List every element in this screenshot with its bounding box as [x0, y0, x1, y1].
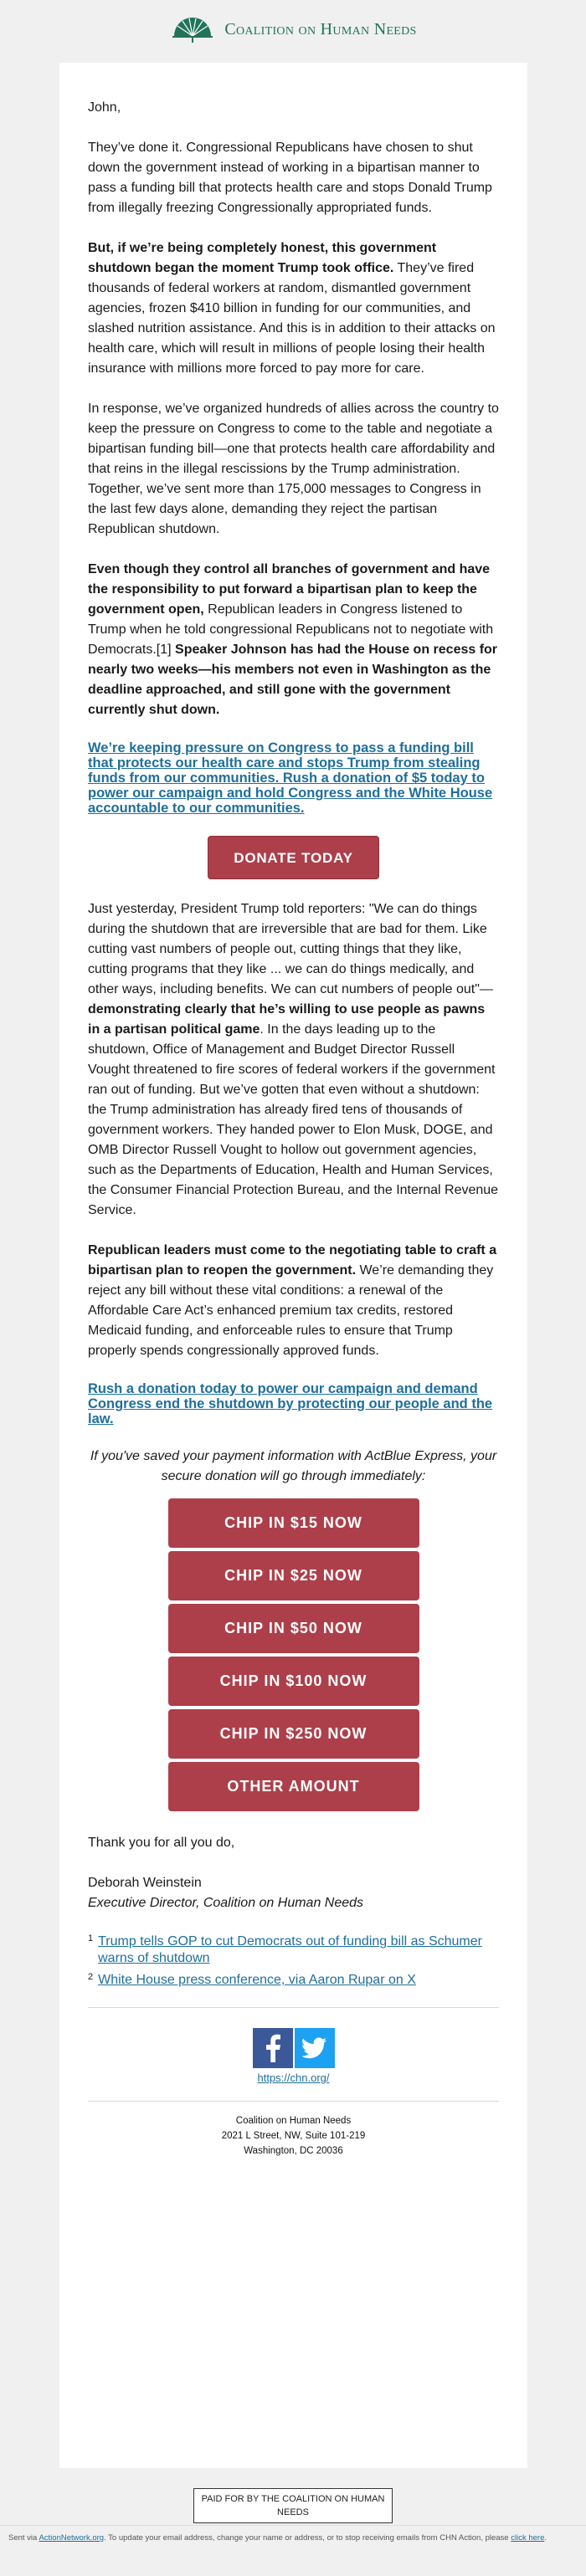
footnote-1: [88, 1933, 499, 1967]
chip-in-25-button[interactable]: CHIP IN $25 NOW: [168, 1551, 419, 1600]
address-street: 2021 L Street, NW, Suite 101-219: [221, 2131, 366, 2141]
facebook-icon[interactable]: [253, 2028, 293, 2068]
paragraph-5-bold: demonstrating clearly that he’s willing to use people as pawns in a partisan political game: [88, 1002, 486, 1037]
footnote-1-number: 1: [88, 1933, 94, 1944]
donate-cta-link-1[interactable]: We’re keeping pressure on Congress to pass a funding bill that protects our health care and stops Trump from stealing funds from our communities. Rush a donation of $5 today to power our campaign and hold Congress and the White House accountable to our communities.: [88, 740, 493, 816]
chip-in-100-button[interactable]: CHIP IN $100 NOW: [168, 1657, 419, 1706]
paragraph-6: [88, 1241, 499, 1361]
greeting: John,: [88, 100, 121, 115]
donate-cta-link-2[interactable]: Rush a donation today to power our campaign and demand Congress end the shutdown by protecting our people and the law.: [88, 1381, 493, 1426]
footnote-2: [88, 1972, 499, 1989]
action-network-link[interactable]: ActionNetwork.org: [39, 2533, 105, 2543]
paragraph-6-bold: Republican leaders must come to the negotiating table to craft a bipartisan plan to reopen the government.: [88, 1243, 497, 1278]
chip-in-50-button[interactable]: CHIP IN $50 NOW: [168, 1604, 419, 1653]
paragraph-1: They’ve done it. Congressional Republicans have chosen to shut down the government instead of working in a bipartisan manner to pass a funding bill that protects health care and stops Donald Trump from illegally freezing Congressionally appropriated funds.: [88, 141, 492, 215]
paragraph-2-rest: They’ve fired thousands of federal workers at random, dismantled government agencies, frozen $410 billion in funding for our communities, and slashed nutrition assistance. And this is in addition to their attacks on health care, which will result in millions of people losing their health insurance with millions more forced to pay more for care.: [88, 261, 496, 376]
social-links: [88, 2028, 499, 2068]
paragraph-5-start: Just yesterday, President Trump told reporters: "We can do things during the shutdown that are irreversible that are bad for them. Like cutting vast numbers of people out, cutting things that they like, cutting programs that they like ... we can do things medically, and other ways, including benefits. We can cut numbers of people out"—: [88, 902, 493, 996]
footnote-1-link[interactable]: Trump tells GOP to cut Democrats out of funding bill as Schumer warns of shutdown: [98, 1934, 482, 1965]
other-amount-button[interactable]: OTHER AMOUNT: [168, 1762, 419, 1811]
org-address: [88, 2113, 499, 2159]
sent-via-prefix: Sent via: [8, 2533, 39, 2543]
footnote-2-number: 2: [88, 1972, 94, 1982]
paragraph-2: [88, 238, 499, 379]
sent-via-mid: . To update your email address, change your name or address, or to stop receiving emails from CHN Action, please: [104, 2533, 511, 2543]
email-header: [0, 0, 586, 59]
closing-line: Thank you for all you do,: [88, 1836, 235, 1850]
chip-in-15-button[interactable]: CHIP IN $15 NOW: [168, 1498, 419, 1548]
chip-in-250-button[interactable]: CHIP IN $250 NOW: [168, 1709, 419, 1759]
tree-logo-icon: [169, 14, 216, 44]
paragraph-5-rest: . In the days leading up to the shutdown, Office of Management and Budget Director Russell Vought threatened to fire scores of federal workers if the government ran out of funding. But we’ve gotten that even without a shutdown: the Trump administration has already fired tens of thousands of government workers. They handed power to Elon Musk, DOGE, and OMB Director Russell Vought to hollow out government agencies, such as the Departments of Education, Health and Human Services, the Consumer Financial Protection Bureau, and the Internal Revenue Service.: [88, 1022, 499, 1217]
footnote-2-link[interactable]: White House press conference, via Aaron Rupar on X: [98, 1973, 416, 1987]
actblue-express-note: If you've saved your payment information with ActBlue Express, your secure donation will go through immediately:: [90, 1449, 497, 1483]
paid-for-by-box: PAID FOR BY THE COALITION ON HUMAN NEEDS: [193, 2488, 393, 2523]
footer-divider-top: [88, 2007, 499, 2008]
paragraph-4-bold-1: Even though they control all branches of government and have the responsibility to put forward a bipartisan plan to keep the government open,: [88, 562, 491, 617]
donate-today-button[interactable]: DONATE TODAY: [208, 836, 379, 879]
paragraph-2-bold: But, if we’re being completely honest, this government shutdown began the moment Trump took office.: [88, 241, 437, 275]
chn-site-link[interactable]: https://chn.org/: [257, 2072, 330, 2084]
sent-via-end: .: [544, 2533, 547, 2543]
address-city: Washington, DC 20036: [244, 2146, 343, 2156]
paragraph-4-mid: Republican leaders in Congress listened to Trump when he told congressional Republicans not to negotiate with Democrats.[1]: [88, 602, 494, 657]
paragraph-4-bold-2: Speaker Johnson has had the House on recess for nearly two weeks—his members not even in Washington as the deadline approached, and still gone with the government currently shut down.: [88, 643, 498, 717]
email-body-card: [59, 63, 527, 2468]
signer-title: Executive Director, Coalition on Human Needs: [88, 1896, 364, 1910]
paragraph-5: [88, 899, 499, 1221]
twitter-icon[interactable]: [295, 2028, 335, 2068]
footnotes: [88, 1933, 499, 1989]
address-org: Coalition on Human Needs: [235, 2116, 352, 2126]
paragraph-6-rest: We’re demanding they reject any bill without these vital conditions: a renewal of the Affordable Care Act’s enhanced premium tax credits, restored Medicaid funding, and enforceable rules to ensure that Trump properly spends congressionally approved funds.: [88, 1263, 494, 1358]
paragraph-4: [88, 560, 499, 720]
action-network-footer: [0, 2525, 586, 2576]
chip-in-buttons: [88, 1498, 499, 1811]
org-logo-text: Coalition on Human Needs: [224, 19, 417, 38]
signer-name: Deborah Weinstein: [88, 1876, 202, 1890]
signature-block: [88, 1833, 499, 1913]
footer-divider-bottom: [88, 2101, 499, 2102]
paragraph-3: In response, we’ve organized hundreds of allies across the country to keep the pressure on Congress to come to the table and negotiate a bipartisan funding bill—one that protects health care affordability and that reins in the illegal rescissions by the Trump administration. Together, we’ve sent more than 175,000 messages to Congress in the last few days alone, demanding they reject the partisan Republican shutdown.: [88, 402, 499, 536]
unsubscribe-click-here-link[interactable]: click here: [511, 2533, 545, 2543]
